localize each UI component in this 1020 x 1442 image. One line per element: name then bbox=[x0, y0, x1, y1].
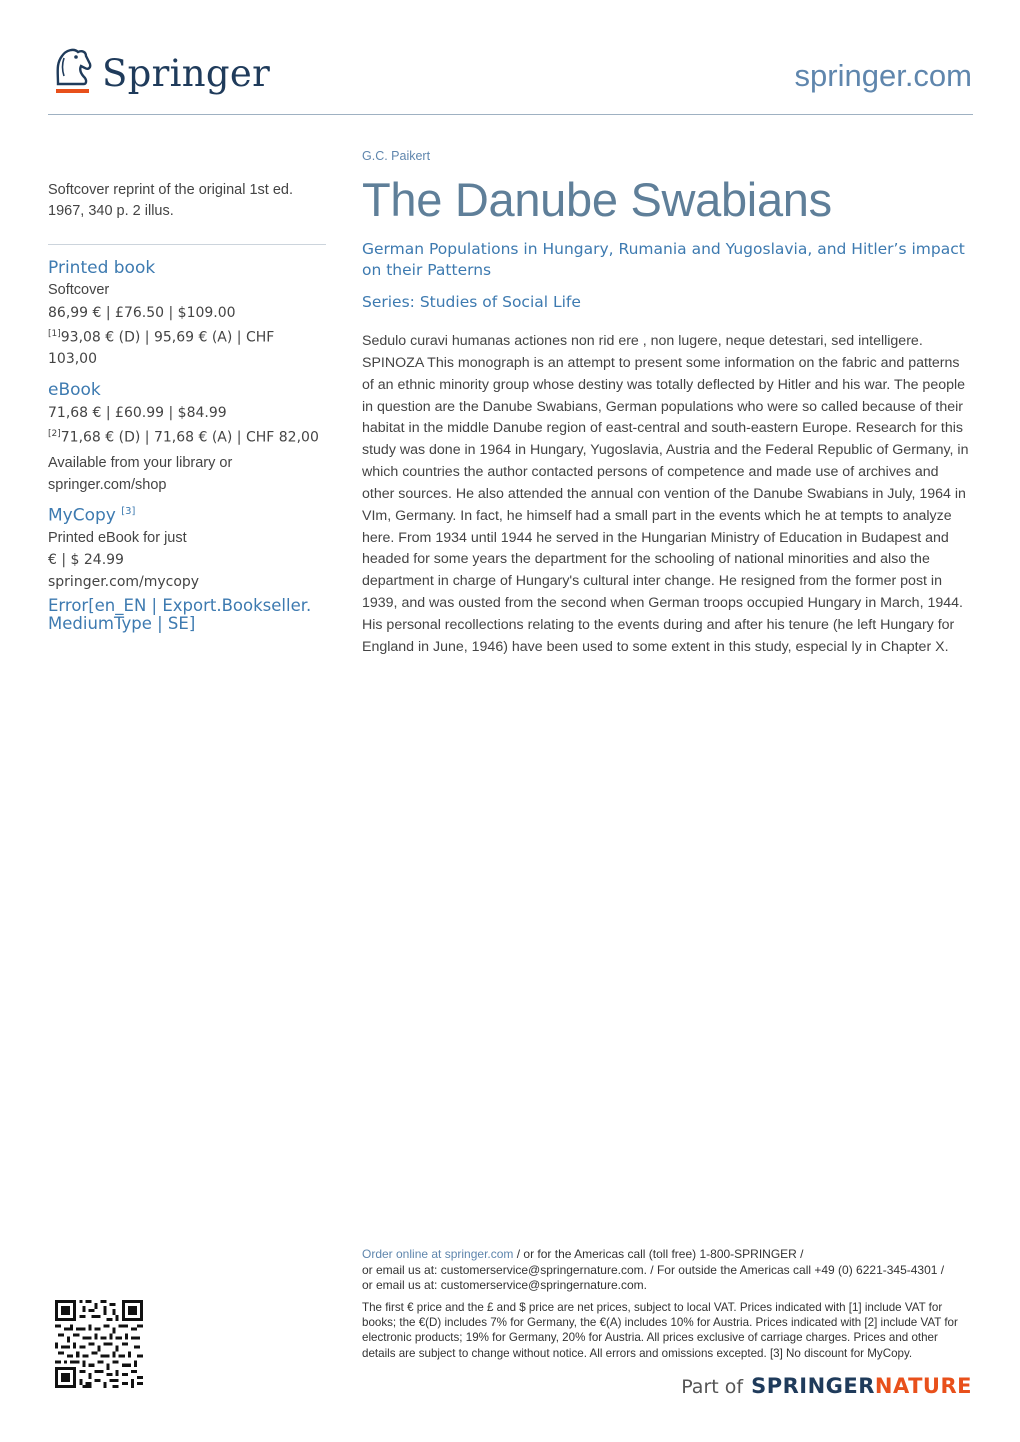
book-title: The Danube Swabians bbox=[362, 173, 832, 226]
printed-book-heading: Printed book bbox=[48, 258, 156, 278]
library-availability: Available from your library or springer.com/shop bbox=[48, 455, 233, 494]
springer-word: SPRINGER bbox=[751, 1374, 875, 1398]
book-series: Series: Studies of Social Life bbox=[362, 293, 581, 311]
qr-code[interactable] bbox=[54, 1300, 144, 1388]
order-prefix: Order online at bbox=[362, 1247, 445, 1261]
contact-email-line: or email us at: customerservice@springernature.com. bbox=[362, 1278, 647, 1292]
mycopy-heading-text: MyCopy bbox=[48, 505, 116, 526]
mycopy-price: € | $ 24.99 bbox=[48, 551, 124, 568]
ebook-price: 71,68 € | £60.99 | $84.99 bbox=[48, 404, 227, 421]
springer-horse-icon bbox=[48, 44, 100, 96]
springer-nature-logo[interactable] bbox=[681, 1374, 972, 1398]
ebook-price-vat-text: 71,68 € (D) | 71,68 € (A) | CHF 82,00 bbox=[60, 429, 319, 446]
sidebar bbox=[48, 180, 326, 633]
order-info bbox=[362, 1247, 974, 1294]
mycopy-heading bbox=[48, 501, 326, 527]
printed-book-price: 86,99 € | £76.50 | $109.00 bbox=[48, 305, 236, 321]
price-note: The first € price and the £ and $ price are net prices, subject to local VAT. Prices indicated with [1] include VAT for books; the €(D) includes 7% for Germany, the €(A) includes 10% for Austria. Prices indicated with [2] include VAT for electronic products; 19% for Germany, 20% for Austria. All prices exclusive of carriage charges. Prices and other details are subject to change without notice. All errors and omissions excepted. [3] No discount for MyCopy. bbox=[362, 1300, 958, 1360]
mycopy-line1: Printed eBook for just bbox=[48, 529, 187, 546]
sidebar-divider bbox=[48, 244, 326, 245]
medium-type-error: Error[en_EN | Export.Bookseller. MediumType | SE] bbox=[48, 595, 312, 633]
site-link[interactable]: springer.com bbox=[794, 58, 972, 93]
qr-code-icon bbox=[54, 1300, 144, 1388]
footnote-ref-3: [3] bbox=[121, 506, 136, 518]
book-subtitle: German Populations in Hungary, Rumania and Yugoslavia, and Hitler’s impact on their Patterns bbox=[362, 240, 965, 279]
book-description: Sedulo curavi humanas actiones non rid ere , non lugere, neque detestari, sed intelligere. SPINOZA This monograph is an attempt to present some information on the fabric and patterns of an ethnic minority group whose destiny was totally deflected by Hitler and his war. The people in question are the Danube Swabians, German populations who were so called because of their habitat in the middle Danube region of east-central and south-eastern Europe. Research for this study was done in 1964 in Hungary, Yugoslavia, Austria and the Federal Republic of Germany, in which countries the author contacted persons of competence and made use of archives and other sources. He also attended the annual con vention of the Danube Swabians in July, 1964 in VIm, Germany. In fact, he himself had a small part in the events which he at tempts to analyze here. From 1934 until 1944 he served in the Hungarian Ministry of Education in Budapest and headed for some years the department for the schooling of national minorities and also the department in charge of Hungary's cultural inter change. He resigned from the former post in 1939, and was ousted from the second when German troops occupied Hungary in March, 1944. His personal recollections relating to the events during and after his tenure (he left Hungary for England in June, 1946) have been used to some extent in this study, especial ly in Chapter X. bbox=[362, 333, 969, 655]
nature-word: NATURE bbox=[874, 1374, 972, 1398]
brand-name: Springer bbox=[102, 52, 271, 95]
ebook-heading: eBook bbox=[48, 379, 101, 400]
order-rest: / or for the Americas call (toll free) 1-800-SPRINGER / bbox=[513, 1247, 804, 1261]
order-link[interactable]: springer.com bbox=[444, 1247, 514, 1261]
footnote-ref-2: [2] bbox=[48, 428, 61, 439]
header-divider bbox=[48, 114, 973, 115]
footer bbox=[362, 1247, 974, 1361]
author: G.C. Paikert bbox=[362, 149, 431, 163]
mycopy-link[interactable]: springer.com/mycopy bbox=[48, 573, 200, 590]
footnote-ref-1: [1] bbox=[48, 329, 61, 339]
main-content bbox=[362, 149, 974, 659]
printed-book-format: Softcover bbox=[48, 282, 110, 298]
ebook-price-vat bbox=[48, 424, 326, 449]
contact-line: or email us at: customerservice@springernature.com. / For outside the Americas call +49 (0) 6221-345-4301 / bbox=[362, 1262, 945, 1277]
part-of-label: Part of bbox=[681, 1376, 744, 1398]
printed-book-price-vat-text: 93,08 € (D) | 95,69 € (A) | CHF 103,00 bbox=[48, 329, 275, 367]
edition-info: Softcover reprint of the original 1st ed. 1967, 340 p. 2 illus. bbox=[48, 182, 294, 219]
printed-book-price-vat bbox=[48, 324, 326, 370]
